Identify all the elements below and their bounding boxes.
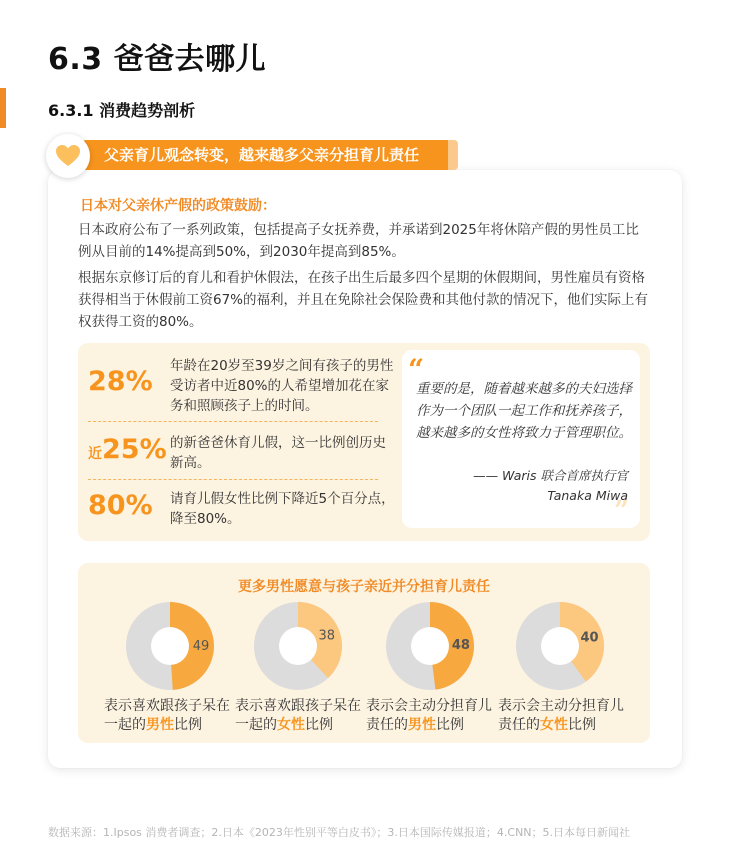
- stat-text-3: 请育儿假女性比例下降近5个百分点，降至80%。: [170, 491, 395, 527]
- pie-hole: [279, 627, 317, 665]
- quote-text: 重要的是，随着越来越多的夫妇选择作为一个团队一起工作和抚养孩子，越来越多的女性将致力于管理职位。: [416, 381, 632, 441]
- policy-title: 日本对父亲休产假的政策鼓励：: [80, 198, 276, 214]
- chart-title: 更多男性愿意与孩子亲近并分担育儿责任: [238, 579, 490, 595]
- page-title: 6.3 爸爸去哪儿: [48, 42, 267, 77]
- quote-author-name: Tanaka Miwa: [547, 488, 628, 503]
- heart-icon: [55, 144, 81, 168]
- stat-divider: [88, 479, 378, 480]
- subsection-title: 6.3.1 消费趋势剖析: [48, 101, 196, 120]
- pie-data-label: 49: [192, 639, 210, 654]
- stat-value-1: 28%: [88, 366, 153, 397]
- policy-paragraph-1: 日本政府公布了一系列政策，包括提高子女抚养费，并承诺到2025年将休陪产假的男性员工比例从目前的14%提高到50%，到2030年提高到85%。: [78, 222, 639, 260]
- stat-divider: [88, 421, 378, 422]
- pie-category-label: 表示喜欢跟孩子呆在一起的女性比例: [235, 698, 361, 733]
- stat-value-3: 80%: [88, 490, 153, 521]
- quote-close-mark: ”: [614, 496, 629, 526]
- stat-text-2: 的新爸爸休育儿假，这一比例创历史新高。: [170, 435, 386, 471]
- banner-text: 父亲育儿观念转变，越来越多父亲分担育儿责任: [104, 146, 420, 164]
- quote-open-mark: “: [408, 353, 425, 386]
- pie-hole: [151, 627, 189, 665]
- quote-author-title: —— Waris 联合首席执行官: [473, 468, 628, 483]
- pie-hole: [541, 627, 579, 665]
- pie-category-label: 表示会主动分担育儿责任的女性比例: [498, 698, 624, 733]
- pie-category-label: 表示会主动分担育儿责任的男性比例: [366, 698, 492, 733]
- banner: [82, 140, 452, 170]
- pie-data-label: 48: [451, 638, 470, 654]
- stat-value-2: 近25%: [88, 434, 167, 465]
- heart-badge: [46, 134, 90, 178]
- pie-data-label: 38: [318, 628, 336, 644]
- pie-chart-2: [252, 600, 344, 692]
- data-source-footer: 数据来源：1.Ipsos 消费者调查；2.日本《2023年性别平等白皮书》；3.日本国际传媒报道；4.CNN；5.日本每日新闻社: [48, 826, 631, 839]
- section-accent-bar: [0, 88, 6, 128]
- pie-chart-1: [124, 600, 216, 692]
- pie-category-label: 表示喜欢跟孩子呆在一起的男性比例: [104, 698, 230, 733]
- pie-chart-4: [514, 600, 606, 692]
- stat-text-1: 年龄在20岁至39岁之间有孩子的男性受访者中近80%的人希望增加花在家务和照顾孩子上的时间。: [170, 358, 394, 414]
- policy-paragraph-2: 根据东京修订后的育儿和看护休假法，在孩子出生后最多四个星期的休假期间，男性雇员有资格获得相当于休假前工资67%的福利，并且在免除社会保险费和其他付款的情况下，他们实际上有权获得工资的80%。: [78, 270, 649, 330]
- stat-prefix: 近: [88, 446, 102, 462]
- pie-hole: [411, 627, 449, 665]
- pie-chart-3: [384, 600, 476, 692]
- pie-data-label: 40: [580, 630, 599, 646]
